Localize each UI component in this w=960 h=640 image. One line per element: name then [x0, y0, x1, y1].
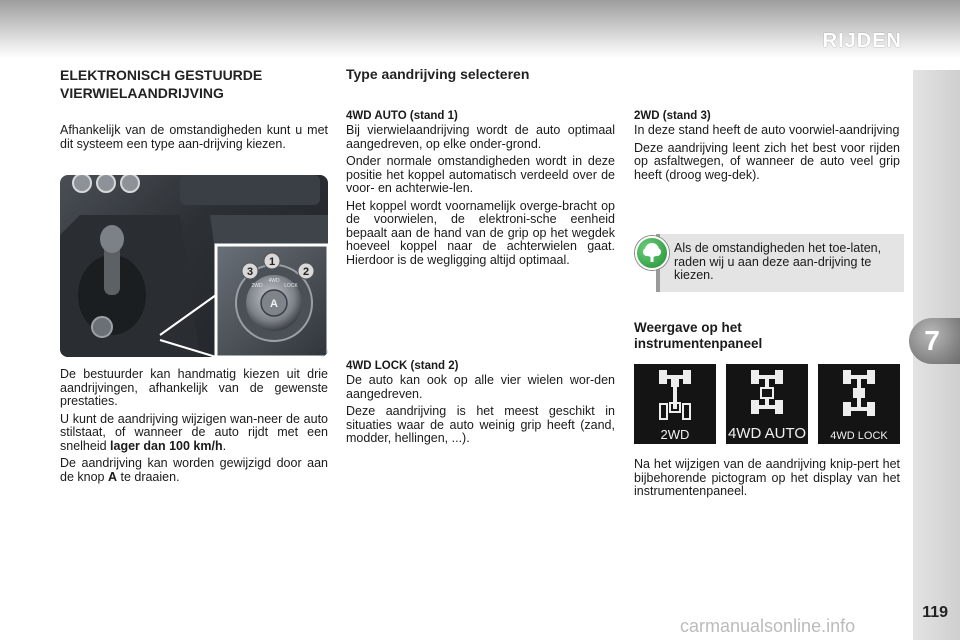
lock-heading: 4WD LOCK (stand 2)	[346, 360, 459, 372]
display-text-block	[634, 458, 900, 503]
intro-block	[60, 124, 328, 155]
intro-text: Afhankelijk van de omstandigheden kunt u met dit systeem een type aan-drijving kiezen.	[60, 123, 328, 151]
pictogram-4wd-auto	[726, 364, 808, 444]
auto-heading: 4WD AUTO (stand 1)	[346, 110, 458, 122]
left-p3-start: De aandrijving kan worden gewijzigd door aan de knop	[60, 456, 328, 484]
drivetrain-4wd-lock-icon	[818, 364, 900, 426]
display-paragraph: Na het wijzigen van de aandrijving knip-pert het bijbehorende pictogram op het display van het instrumentenpaneel.	[634, 457, 900, 498]
pictogram-4wd-lock-label: 4WD LOCK	[830, 430, 888, 442]
auto-section	[346, 110, 615, 271]
section-title: RIJDEN	[822, 30, 902, 52]
eco-tree-icon	[635, 236, 669, 270]
knob-label-one: 1	[268, 256, 276, 268]
left-p3-bold: A	[107, 469, 117, 484]
pictogram-2wd	[634, 364, 716, 444]
chapter-tab	[909, 318, 960, 364]
knob-label-three: 3	[246, 266, 254, 278]
left-paragraph-2	[60, 413, 328, 454]
pictogram-4wd-auto-label: 4WD AUTO	[727, 425, 807, 442]
watermark: carmanualsonline.info	[680, 616, 856, 636]
main-heading-line2: VIERWIELAANDRIJVING	[60, 85, 224, 101]
two-wd-heading: 2WD (stand 3)	[634, 110, 711, 122]
drivetrain-4wd-auto-icon	[726, 364, 808, 424]
console-photo	[60, 175, 328, 357]
left-text-block	[60, 368, 328, 488]
knob-label-two: 2	[302, 266, 310, 278]
pictogram-4wd-lock	[818, 364, 900, 444]
left-p2-end: .	[222, 438, 227, 453]
auto-paragraph-3: Het koppel wordt voornamelijk overge-bracht op de voorwielen, de elektroni-sche eenheid bepaalt aan de hand van de grip op het wegdek hoeveel koppel naar de achterwielen gaat. Hierdoor is de wegligging altijd optimaal.	[346, 198, 615, 267]
left-paragraph-3	[60, 457, 328, 484]
main-heading	[60, 66, 350, 102]
chapter-number: 7	[924, 325, 940, 356]
console-illustration	[60, 175, 328, 357]
auto-paragraph-1: Bij vierwielaandrijving wordt de auto optimaal aangedreven, op elke onder-grond.	[346, 123, 615, 151]
lock-paragraph-2: Deze aandrijving is het meest geschikt in situaties waar de auto weinig grip heeft (zand, modder, hellingen, ...).	[346, 404, 615, 445]
knob-mode-lock: LOCK	[284, 283, 298, 289]
drivetrain-2wd-icon	[634, 364, 716, 426]
auto-paragraph-2: Onder normale omstandigheden wordt in deze positie het koppel automatisch verdeeld over de voor- en achterwie-len.	[346, 154, 615, 195]
main-heading-line1: ELEKTRONISCH GESTUURDE	[60, 67, 263, 83]
display-heading-line2: instrumentenpaneel	[634, 336, 763, 351]
two-wd-section	[634, 110, 900, 186]
two-wd-paragraph-2: Deze aandrijving leent zich het best voor rijden op asfaltwegen, of wanneer de auto veel grip heeft (droog weg-dek).	[634, 140, 900, 182]
left-p2-start: U kunt de aandrijving wijzigen wan-neer de auto stilstaat, of wanneer de auto rijdt met een snelheid	[60, 411, 328, 453]
lock-section	[346, 360, 615, 450]
display-heading-line1: Weergave op het	[634, 320, 742, 335]
header-bar	[0, 0, 960, 58]
left-p3-end: te draaien.	[117, 469, 180, 484]
pictogram-2wd-label: 2WD	[660, 427, 690, 442]
left-p2-bold: lager dan 100 km/h	[110, 438, 223, 453]
two-wd-paragraph-1: In deze stand heeft de auto voorwiel-aandrijving	[634, 123, 900, 137]
type-heading: Type aandrijving selecteren	[346, 66, 530, 82]
knob-mode-4wd: 4WD	[268, 278, 280, 284]
tip-text: Als de omstandigheden het toe-laten, raden wij u aan deze aan-drijving te kiezen.	[674, 241, 882, 282]
page-number: 119	[922, 604, 948, 621]
knob-mode-2wd: 2WD	[251, 283, 263, 289]
knob-label-a: A	[270, 298, 278, 310]
left-paragraph-1: De bestuurder kan handmatig kiezen uit drie aandrijvingen, afhankelijk van de gewenste prestaties.	[60, 367, 328, 408]
lock-paragraph-1: De auto kan ook op alle vier wielen wor-den aangedreven.	[346, 373, 615, 401]
display-heading	[634, 320, 894, 352]
